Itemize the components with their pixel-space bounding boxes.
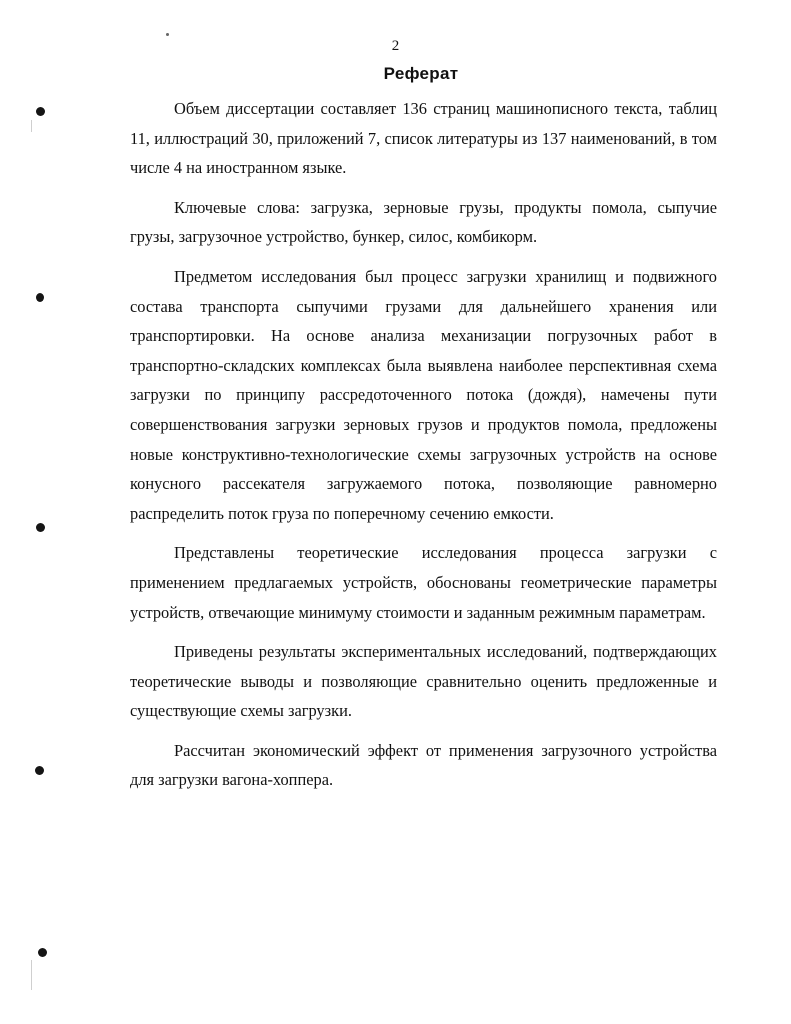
paragraph-economics: Рассчитан экономический эффект от применения загрузочного устройства для загрузки вагона-хоппера. [130, 740, 717, 790]
scan-edge-line [31, 120, 32, 132]
paragraph-subject: Предметом исследования был процесс загрузки хранилищ и подвижного состава транспорта сыпучими грузами для дальнейшего хранения или транспортировки. На основе анализа механизации погрузочных работ в транспортно-складских комплексах была выявлена наиболее перспективная схема загрузки по принципу рассредоточенного потока (дождя), намечены пути совершенствования загрузки зерновых грузов и продуктов помола, предложены новые конструктивно-технологические схемы загрузочных устройств на основе конусного рассекателя загружаемого потока, позволяющие равномерно распределить поток груза по поперечному сечению емкости. [130, 266, 717, 523]
punch-hole-mark-4 [35, 766, 44, 775]
abstract-body [130, 94, 717, 805]
scan-edge-line [31, 960, 32, 990]
scan-speck [166, 33, 169, 36]
paragraph-experiments: Приведены результаты экспериментальных исследований, подтверждающих теоретические выводы и позволяющие сравнительно оценить предложенные и существующие схемы загрузки. [130, 642, 717, 721]
punch-hole-mark-1 [36, 107, 45, 116]
punch-hole-mark-5 [38, 948, 47, 957]
paragraph-volume: Объем диссертации составляет 136 страниц машинописного текста, таблиц 11, иллюстраций 30, приложений 7, список литературы из 137 наименований, в том числе 4 на иностранном языке. [130, 99, 717, 178]
page-number: 2 [391, 38, 400, 54]
punch-hole-mark-2 [36, 293, 44, 302]
page-title: Реферат [383, 64, 459, 83]
paragraph-theory: Представлены теоретические исследования процесса загрузки с применением предлагаемых устройств, обоснованы геометрические параметры устройств, отвечающие минимуму стоимости и заданным режимным параметрам. [130, 543, 717, 622]
paragraph-keywords: Ключевые слова: загрузка, зерновые грузы, продукты помола, сыпучие грузы, загрузочное устройство, бункер, силос, комбикорм. [130, 197, 717, 247]
punch-hole-mark-3 [36, 523, 45, 532]
